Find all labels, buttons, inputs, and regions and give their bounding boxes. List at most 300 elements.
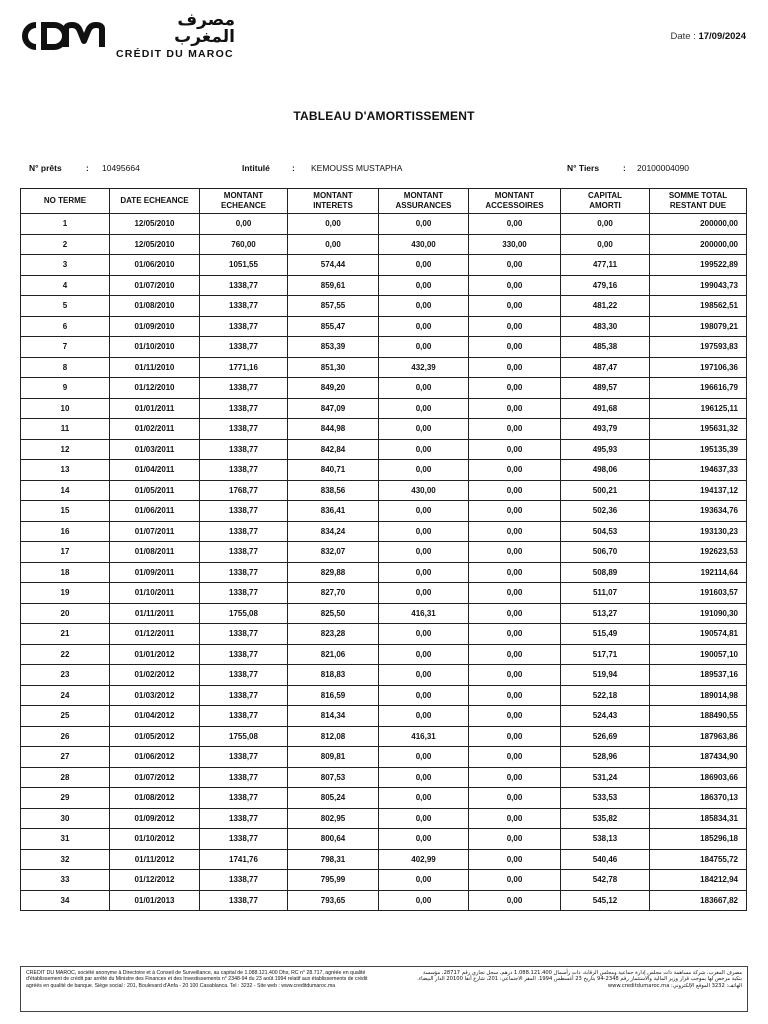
column-header-text: ACCESSOIRES [485,201,544,210]
table-cell: 526,69 [561,726,650,747]
table-cell: 0,00 [469,890,561,911]
table-cell: 0,00 [561,234,650,255]
column-header-text: RESTANT DUE [669,201,727,210]
table-cell: 0,00 [469,419,561,440]
table-cell: 12 [21,439,110,460]
table-cell: 01/08/2010 [110,296,200,317]
table-cell: 0,00 [200,214,288,235]
table-cell: 6 [21,316,110,337]
table-cell: 513,27 [561,603,650,624]
table-cell: 196616,79 [650,378,747,399]
table-cell: 189537,16 [650,665,747,686]
tiers-label: N° Tiers [567,163,600,173]
table-cell: 0,00 [379,275,469,296]
table-cell: 838,56 [288,480,379,501]
table-cell: 191090,30 [650,603,747,624]
column-header-text: DATE ECHEANCE [120,196,189,205]
table-cell: 574,44 [288,255,379,276]
table-cell: 1338,77 [200,542,288,563]
column-header [561,189,650,214]
table-cell: 1338,77 [200,706,288,727]
table-cell: 01/07/2012 [110,767,200,788]
table-cell: 20 [21,603,110,624]
table-cell: 01/08/2012 [110,788,200,809]
table-cell: 01/06/2010 [110,255,200,276]
table-cell: 187963,86 [650,726,747,747]
table-cell: 0,00 [469,439,561,460]
table-cell: 416,31 [379,603,469,624]
table-row [21,706,747,727]
table-cell: 0,00 [469,726,561,747]
table-cell: 821,06 [288,644,379,665]
table-cell: 0,00 [469,603,561,624]
table-cell: 0,00 [379,501,469,522]
table-cell: 0,00 [379,316,469,337]
column-header [650,189,747,214]
table-cell: 1755,08 [200,603,288,624]
table-cell: 814,34 [288,706,379,727]
table-cell: 01/04/2012 [110,706,200,727]
table-cell: 807,53 [288,767,379,788]
table-cell: 01/11/2010 [110,357,200,378]
table-cell: 192623,53 [650,542,747,563]
table-cell: 0,00 [469,460,561,481]
table-row [21,214,747,235]
table-cell: 0,00 [469,378,561,399]
table-cell: 485,38 [561,337,650,358]
table-cell: 818,83 [288,665,379,686]
table-cell: 1338,77 [200,378,288,399]
table-cell: 802,95 [288,808,379,829]
table-cell: 0,00 [469,583,561,604]
table-row [21,562,747,583]
table-cell: 01/11/2011 [110,603,200,624]
table-cell: 1768,77 [200,480,288,501]
table-cell: 18 [21,562,110,583]
table-header-row [21,189,747,214]
table-cell: 0,00 [469,296,561,317]
intitule-separator: : [292,163,295,173]
table-cell: 842,84 [288,439,379,460]
table-cell: 01/06/2011 [110,501,200,522]
table-cell: 17 [21,542,110,563]
table-cell: 0,00 [469,829,561,850]
intitule-value: KEMOUSS MUSTAPHA [311,163,403,173]
table-row [21,726,747,747]
table-row [21,275,747,296]
table-cell: 1771,16 [200,357,288,378]
table-cell: 01/09/2011 [110,562,200,583]
table-cell: 0,00 [469,316,561,337]
table-cell: 0,00 [379,460,469,481]
table-row [21,849,747,870]
table-cell: 30 [21,808,110,829]
table-cell: 1051,55 [200,255,288,276]
table-cell: 0,00 [469,706,561,727]
table-cell: 0,00 [469,767,561,788]
table-cell: 0,00 [379,542,469,563]
table-cell: 0,00 [469,398,561,419]
table-row [21,378,747,399]
table-cell: 540,46 [561,849,650,870]
table-cell: 0,00 [379,665,469,686]
table-row [21,296,747,317]
table-cell: 519,94 [561,665,650,686]
table-cell: 809,81 [288,747,379,768]
table-cell: 12/05/2010 [110,234,200,255]
table-cell: 01/06/2012 [110,747,200,768]
table-cell: 16 [21,521,110,542]
table-cell: 800,64 [288,829,379,850]
table-cell: 14 [21,480,110,501]
table-cell: 187434,90 [650,747,747,768]
table-cell: 849,20 [288,378,379,399]
table-cell: 857,55 [288,296,379,317]
loan-info-line [0,163,768,177]
table-row [21,808,747,829]
table-cell: 7 [21,337,110,358]
table-cell: 1338,77 [200,439,288,460]
column-header-text: MONTANT [313,191,353,200]
table-cell: 01/08/2011 [110,542,200,563]
table-cell: 0,00 [379,890,469,911]
table-cell: 0,00 [469,808,561,829]
table-cell: 01/03/2012 [110,685,200,706]
column-header-text: AMORTI [589,201,621,210]
table-cell: 01/09/2012 [110,808,200,829]
table-cell: 1338,77 [200,644,288,665]
table-cell: 01/01/2012 [110,644,200,665]
table-cell: 0,00 [561,214,650,235]
table-cell: 1338,77 [200,685,288,706]
table-cell: 1338,77 [200,460,288,481]
table-row [21,624,747,645]
table-cell: 832,07 [288,542,379,563]
table-cell: 0,00 [379,562,469,583]
table-row [21,419,747,440]
table-cell: 851,30 [288,357,379,378]
table-cell: 481,22 [561,296,650,317]
table-row [21,788,747,809]
table-cell: 0,00 [379,378,469,399]
table-row [21,480,747,501]
table-cell: 8 [21,357,110,378]
table-row [21,767,747,788]
column-header-text: MONTANT [494,191,535,200]
brand-arabic-name: مصرف المغرب [174,10,235,48]
table-cell: 430,00 [379,480,469,501]
table-cell: 491,68 [561,398,650,419]
table-cell: 795,99 [288,870,379,891]
table-cell: 531,24 [561,767,650,788]
table-cell: 535,82 [561,808,650,829]
table-cell: 805,24 [288,788,379,809]
table-body [21,214,747,911]
footer-legal-arabic: مصرف المغرب، شركة مساهمة ذات مجلس إدارة جماعية ومجلس الرقابة، ذات رأسمال 1.088.121.400 درهم، سجل تجاري رقم 28717، مؤسسة بنكية مرخص لها بموجب قرار وزير المالية والاستثمار رقم 2348-94 بتاريخ 23 أغسطس 1994. المقر الاجتماعي: 201، شارع أنفا 20100 الدار البيضاء. الهاتف: 3232 الموقع الإلكتروني: www.creditdumaroc.ma [417,970,742,989]
column-header [110,189,200,214]
table-cell: 5 [21,296,110,317]
page-title: TABLEAU D'AMORTISSEMENT [293,109,475,123]
cdm-logo-icon [20,21,108,51]
table-cell: 1338,77 [200,870,288,891]
table-cell: 26 [21,726,110,747]
table-cell: 23 [21,665,110,686]
table-cell: 0,00 [469,501,561,522]
table-cell: 489,57 [561,378,650,399]
column-header-text: INTERETS [313,201,353,210]
table-cell: 483,30 [561,316,650,337]
table-cell: 836,41 [288,501,379,522]
table-cell: 1338,77 [200,501,288,522]
table-cell: 01/05/2011 [110,480,200,501]
table-cell: 0,00 [379,583,469,604]
table-cell: 760,00 [200,234,288,255]
table-cell: 13 [21,460,110,481]
table-cell: 844,98 [288,419,379,440]
table-cell: 508,89 [561,562,650,583]
document-date [670,31,746,42]
table-cell: 515,49 [561,624,650,645]
table-cell: 15 [21,501,110,522]
table-cell: 1338,77 [200,808,288,829]
table-row [21,398,747,419]
table-cell: 01/10/2010 [110,337,200,358]
table-cell: 498,06 [561,460,650,481]
table-cell: 0,00 [379,870,469,891]
table-cell: 1338,77 [200,296,288,317]
column-header [469,189,561,214]
table-cell: 01/05/2012 [110,726,200,747]
table-cell: 1338,77 [200,398,288,419]
table-cell: 193130,23 [650,521,747,542]
table-cell: 01/07/2011 [110,521,200,542]
table-cell: 0,00 [469,337,561,358]
table-row [21,357,747,378]
table-cell: 522,18 [561,685,650,706]
table-cell: 0,00 [379,808,469,829]
table-cell: 29 [21,788,110,809]
table-cell: 198562,51 [650,296,747,317]
table-cell: 184755,72 [650,849,747,870]
table-cell: 834,24 [288,521,379,542]
table-cell: 1338,77 [200,747,288,768]
table-cell: 0,00 [469,870,561,891]
column-header-text: ECHEANCE [221,201,266,210]
table-cell: 1338,77 [200,419,288,440]
table-cell: 01/11/2012 [110,849,200,870]
table-row [21,521,747,542]
column-header-text: SOMME TOTAL [668,191,728,200]
table-cell: 01/03/2011 [110,439,200,460]
table-cell: 0,00 [469,644,561,665]
table-cell: 823,28 [288,624,379,645]
table-cell: 1338,77 [200,562,288,583]
table-cell: 1338,77 [200,767,288,788]
table-cell: 10 [21,398,110,419]
table-cell: 0,00 [379,685,469,706]
brand-latin-name: CRÉDIT DU MAROC [116,48,234,61]
table-cell: 0,00 [469,685,561,706]
table-cell: 01/02/2012 [110,665,200,686]
table-cell: 3 [21,255,110,276]
table-cell: 1338,77 [200,521,288,542]
amortization-table [20,188,747,911]
table-cell: 195631,32 [650,419,747,440]
table-cell: 0,00 [469,275,561,296]
table-cell: 1 [21,214,110,235]
table-cell: 487,47 [561,357,650,378]
pret-value: 10495664 [102,163,140,173]
table-cell: 0,00 [469,542,561,563]
table-cell: 0,00 [469,747,561,768]
table-cell: 32 [21,849,110,870]
table-cell: 01/10/2012 [110,829,200,850]
table-cell: 0,00 [379,521,469,542]
table-cell: 01/02/2011 [110,419,200,440]
table-cell: 22 [21,644,110,665]
table-cell: 1755,08 [200,726,288,747]
table-cell: 798,31 [288,849,379,870]
table-cell: 21 [21,624,110,645]
date-value: 17/09/2024 [698,31,746,42]
table-cell: 01/01/2011 [110,398,200,419]
table-cell: 542,78 [561,870,650,891]
tiers-value: 20100004090 [637,163,690,173]
table-cell: 01/12/2012 [110,870,200,891]
table-cell: 27 [21,747,110,768]
table-cell: 1338,77 [200,316,288,337]
column-header [379,189,469,214]
table-row [21,501,747,522]
table-cell: 196125,11 [650,398,747,419]
table-cell: 495,93 [561,439,650,460]
column-header-text: CAPITAL [587,191,623,200]
table-cell: 1338,77 [200,829,288,850]
table-cell: 793,65 [288,890,379,911]
table-cell: 33 [21,870,110,891]
table-cell: 524,43 [561,706,650,727]
table-cell: 504,53 [561,521,650,542]
table-cell: 31 [21,829,110,850]
table-cell: 0,00 [379,419,469,440]
column-header [21,189,110,214]
table-cell: 01/04/2011 [110,460,200,481]
table-cell: 2 [21,234,110,255]
table-row [21,644,747,665]
date-label: Date : [670,31,696,42]
table-cell: 195135,39 [650,439,747,460]
table-cell: 840,71 [288,460,379,481]
table-cell: 506,70 [561,542,650,563]
table-cell: 430,00 [379,234,469,255]
column-header-text: MONTANT [223,191,264,200]
table-cell: 193634,76 [650,501,747,522]
table-cell: 185834,31 [650,808,747,829]
table-cell: 0,00 [288,214,379,235]
table-cell: 477,11 [561,255,650,276]
table-cell: 190574,81 [650,624,747,645]
column-header-text: MONTANT [403,191,444,200]
table-cell: 0,00 [379,214,469,235]
tiers-separator: : [623,163,626,173]
table-cell: 816,59 [288,685,379,706]
table-cell: 186903,66 [650,767,747,788]
table-cell: 432,39 [379,357,469,378]
table-cell: 416,31 [379,726,469,747]
table-cell: 1338,77 [200,890,288,911]
column-header-text: ASSURANCES [395,201,452,210]
table-row [21,829,747,850]
table-cell: 194137,12 [650,480,747,501]
table-cell: 11 [21,419,110,440]
table-cell: 24 [21,685,110,706]
table-cell: 01/09/2010 [110,316,200,337]
table-cell: 9 [21,378,110,399]
table-cell: 825,50 [288,603,379,624]
table-cell: 01/10/2011 [110,583,200,604]
table-cell: 511,07 [561,583,650,604]
table-cell: 855,47 [288,316,379,337]
table-cell: 1338,77 [200,337,288,358]
table-cell: 188490,55 [650,706,747,727]
table-cell: 853,39 [288,337,379,358]
table-cell: 19 [21,583,110,604]
table-cell: 192114,64 [650,562,747,583]
table-cell: 34 [21,890,110,911]
table-cell: 0,00 [469,849,561,870]
table-cell: 493,79 [561,419,650,440]
table-row [21,255,747,276]
column-header [288,189,379,214]
table-row [21,234,747,255]
table-cell: 812,08 [288,726,379,747]
table-cell: 0,00 [469,624,561,645]
table-cell: 183667,82 [650,890,747,911]
table-cell: 1741,76 [200,849,288,870]
table-cell: 185296,18 [650,829,747,850]
table-cell: 0,00 [469,214,561,235]
table-cell: 545,12 [561,890,650,911]
table-cell: 517,71 [561,644,650,665]
table-cell: 28 [21,767,110,788]
table-cell: 0,00 [379,788,469,809]
table-cell: 199043,73 [650,275,747,296]
table-row [21,316,747,337]
table-cell: 829,88 [288,562,379,583]
table-cell: 197593,83 [650,337,747,358]
table-cell: 0,00 [469,255,561,276]
table-cell: 1338,77 [200,788,288,809]
table-cell: 1338,77 [200,275,288,296]
table-row [21,460,747,481]
table-row [21,665,747,686]
table-cell: 197106,36 [650,357,747,378]
table-cell: 25 [21,706,110,727]
table-row [21,747,747,768]
table-cell: 0,00 [379,706,469,727]
table-row [21,890,747,911]
table-row [21,685,747,706]
table-cell: 0,00 [379,398,469,419]
table-cell: 479,16 [561,275,650,296]
table-cell: 0,00 [469,788,561,809]
footer-legal-french: CREDIT DU MAROC, société anonyme à Directoire et à Conseil de Surveillance, au capital de 1.088.121.400 Dhs, RC n° 28.717, agréée en qualité d'établissement de crédit par arrêté du Ministre des Finances et des Investissements n° 2348-94 du 23 août 1994 relatif aux établissements de crédit agréés en qualité de banque. Siège social : 201, Boulevard d'Anfa - 20 100 Casablanca. Tel : 3232 - Site web : www.creditdumaroc.ma [26,970,368,989]
table-cell: 0,00 [379,767,469,788]
table-cell: 01/12/2011 [110,624,200,645]
table-cell: 186370,13 [650,788,747,809]
table-cell: 533,53 [561,788,650,809]
table-cell: 1338,77 [200,665,288,686]
